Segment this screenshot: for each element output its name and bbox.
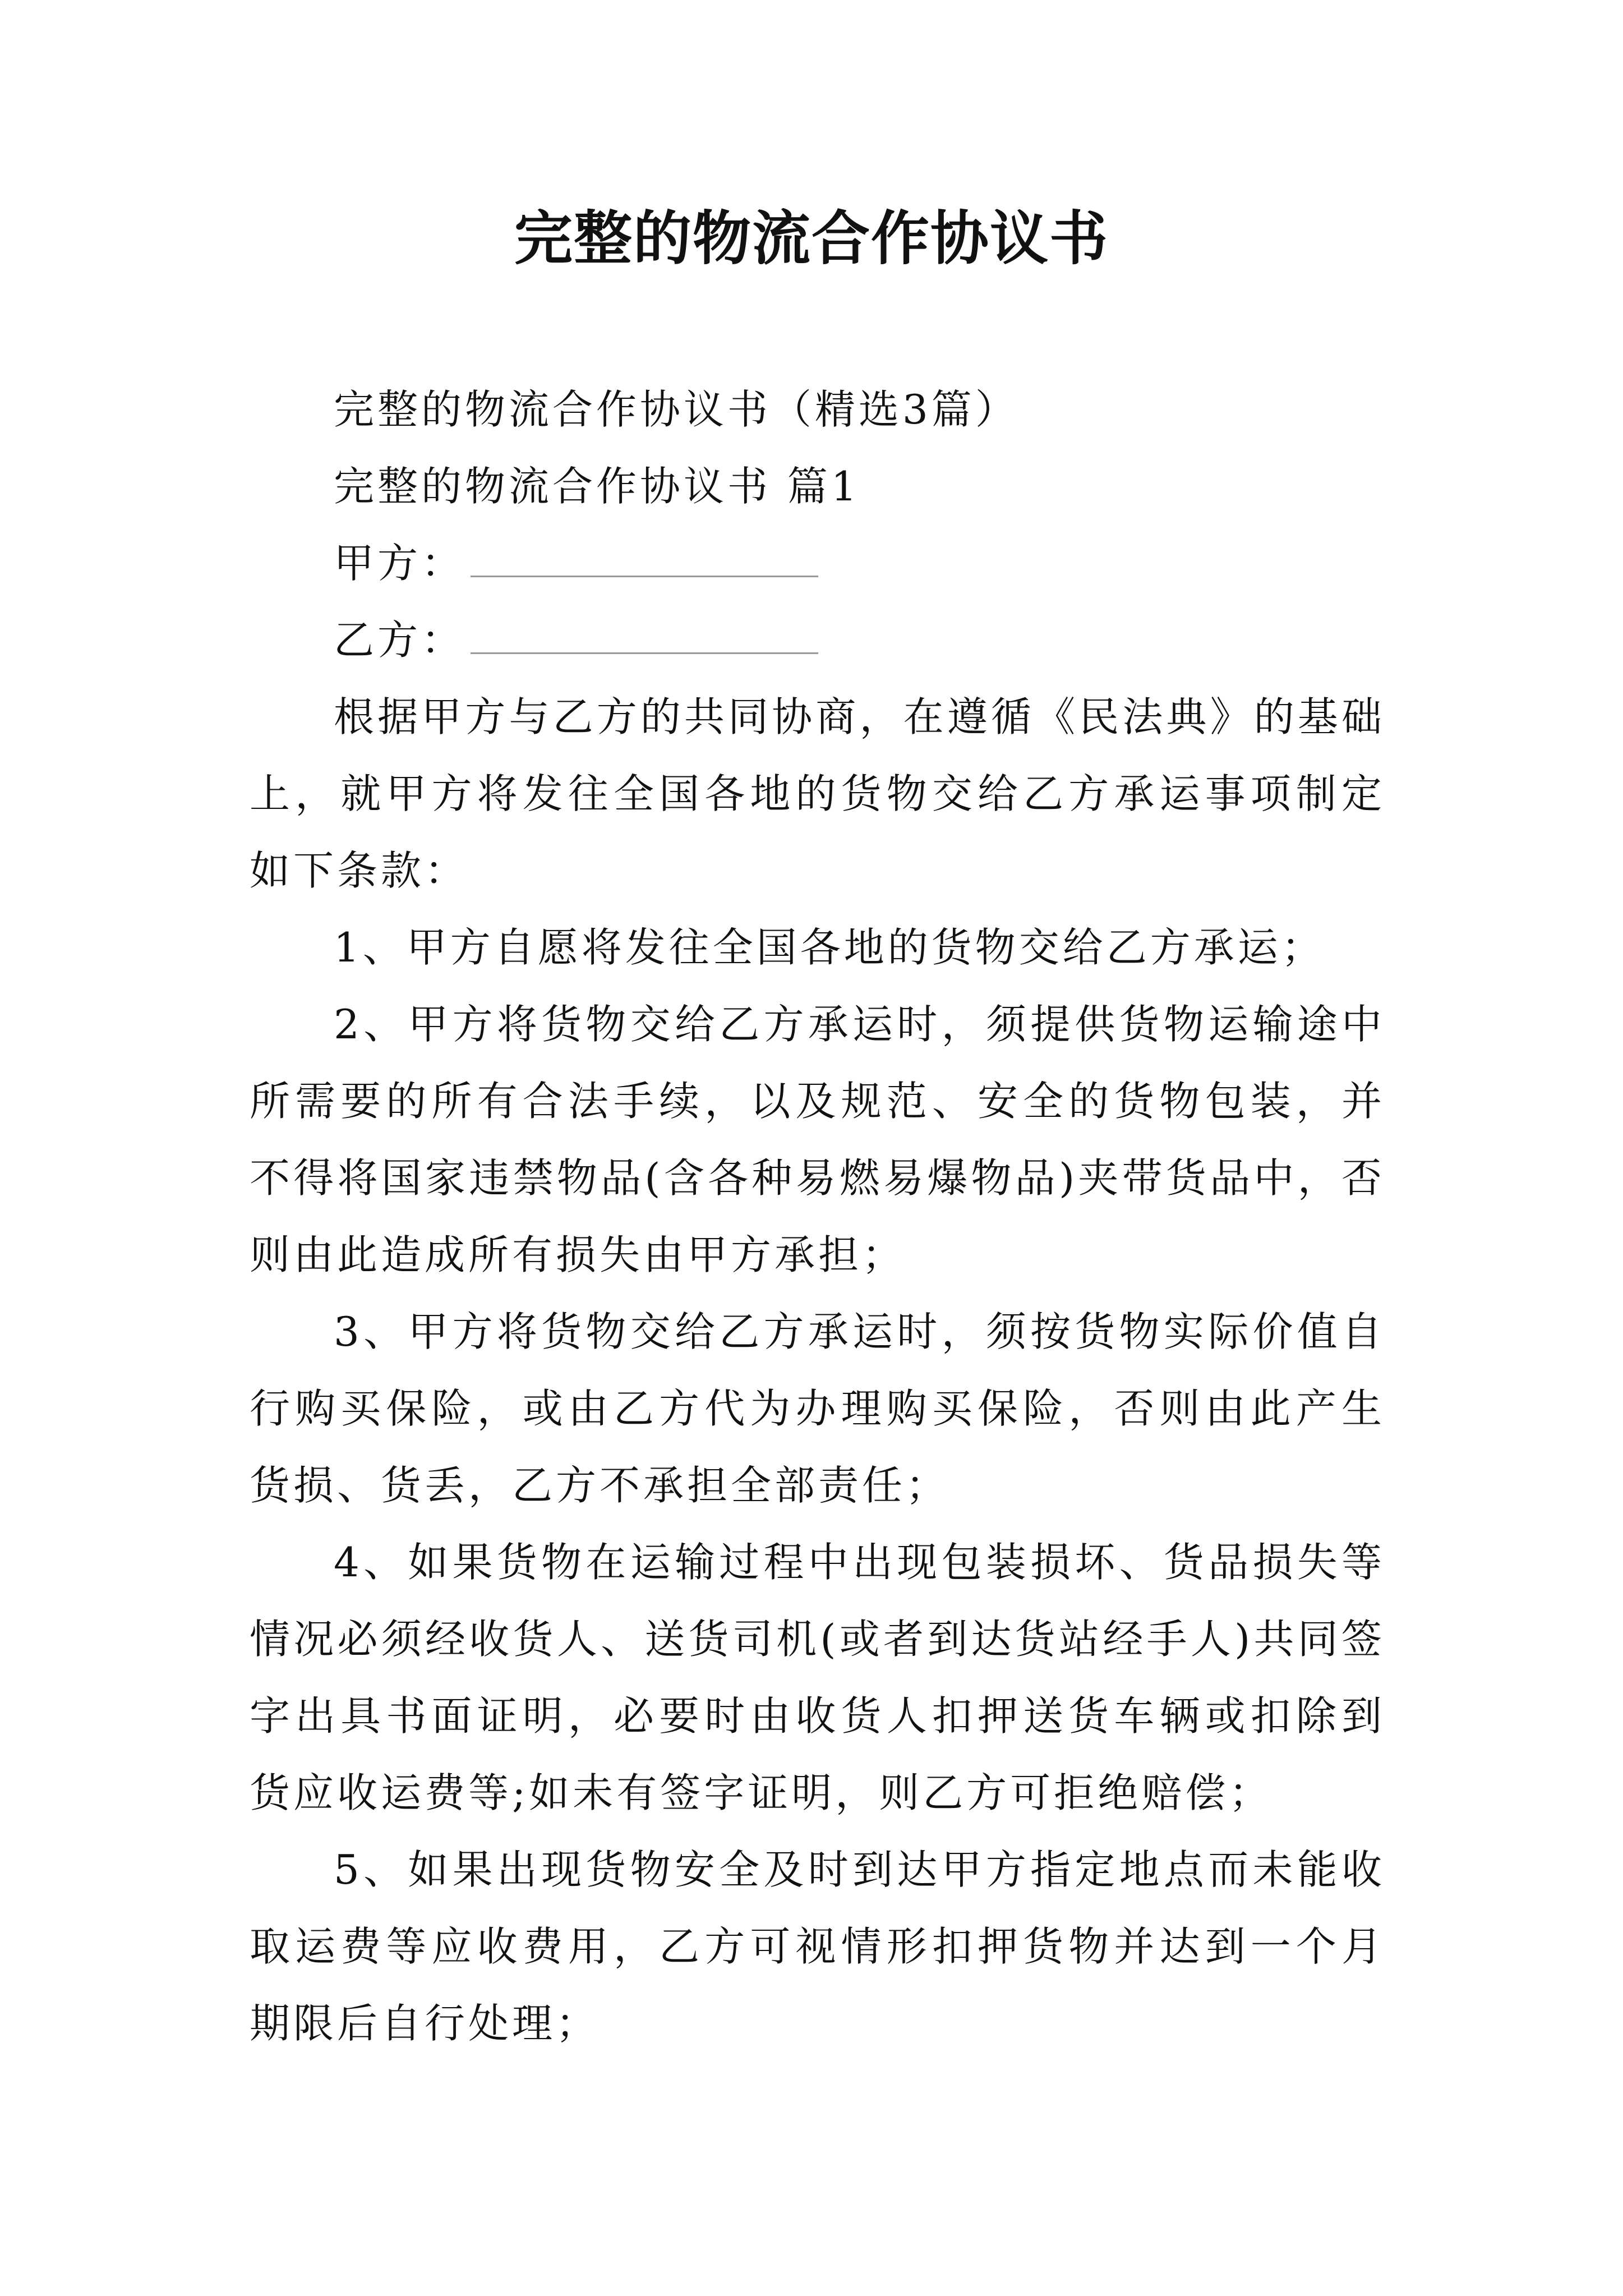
party-b-line [250, 602, 1385, 679]
party-a-blank [471, 542, 818, 577]
document-body [250, 371, 1385, 2062]
document-title: 完整的物流合作协议书 [514, 204, 1109, 273]
party-a-line [250, 525, 1385, 602]
clause-4: 4、如果货物在运输过程中出现包装损坏、货品损失等情况必须经收货人、送货司机(或者到达货站经手人)共同签字出具书面证明，必要时由收货人扣押送货车辆或扣除到货应收运费等;如未有签字证明，则乙方可拒绝赔偿； [250, 1539, 1385, 1816]
clause-5: 5、如果出现货物安全及时到达甲方指定地点而未能收取运费等应收费用，乙方可视情形扣押货物并达到一个月期限后自行处理； [250, 1846, 1385, 2047]
document-subtitle: 完整的物流合作协议书（精选3篇） [334, 386, 1019, 433]
intro-paragraph: 根据甲方与乙方的共同协商，在遵循《民法典》的基础上，就甲方将发往全国各地的货物交给乙方承运事项制定如下条款： [250, 693, 1385, 894]
party-b-label: 乙方： [334, 616, 465, 664]
party-b-blank [471, 619, 818, 654]
party-a-label: 甲方： [334, 540, 465, 587]
clause-3: 3、甲方将货物交给乙方承运时，须按货物实际价值自行购买保险，或由乙方代为办理购买保险，否则由此产生货损、货丢，乙方不承担全部责任； [250, 1308, 1385, 1509]
section-heading: 完整的物流合作协议书 篇1 [334, 463, 860, 510]
clause-1: 1、甲方自愿将发往全国各地的货物交给乙方承运； [334, 924, 1325, 971]
clause-2: 2、甲方将货物交给乙方承运时，须提供货物运输途中所需要的所有合法手续，以及规范、安全的货物包装，并不得将国家违禁物品(含各种易燃易爆物品)夹带货品中，否则由此造成所有损失由甲方承担； [250, 1001, 1385, 1278]
